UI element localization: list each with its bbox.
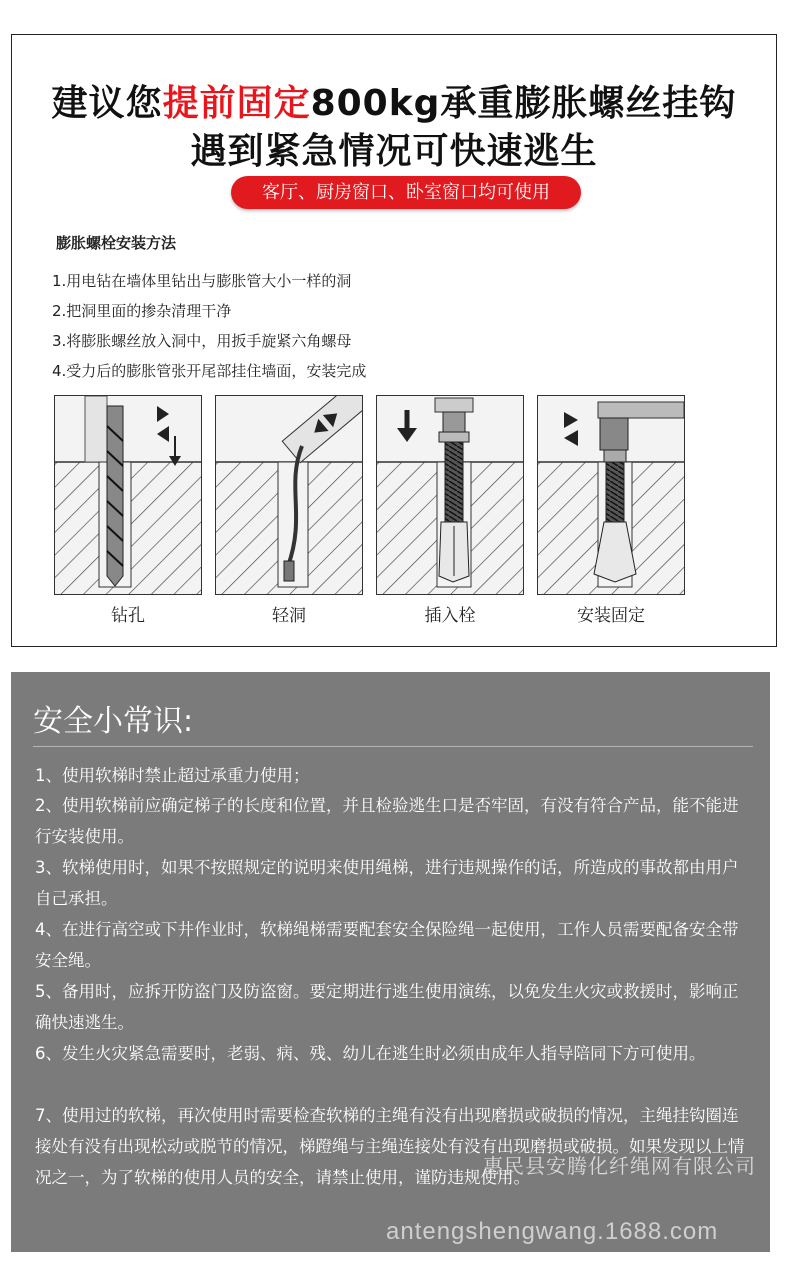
- safety-section: [11, 672, 770, 1252]
- panel-caption: 轻洞: [272, 606, 306, 626]
- safety-tip: 1、使用软梯时禁止超过承重力使用；: [35, 766, 310, 785]
- safety-tip: 5、备用时，应拆开防盗门及防盗窗。要定期进行逃生使用演练，以免发生火灾或救援时，影响正确快速逃生。: [35, 982, 739, 1032]
- headline-line-1: 建议您提前固定800kg承重膨胀螺丝挂钩: [51, 83, 737, 124]
- safety-tip: 4、在进行高空或下井作业时，软梯绳梯需要配套安全保险绳一起使用，工作人员需要配备安全带安全绳。: [35, 920, 739, 970]
- installation-card: [11, 34, 777, 647]
- divider: [33, 746, 753, 747]
- safety-tip: 6、发生火灾紧急需要时，老弱、病、残、幼儿在逃生时必须由成年人指导陪同下方可使用。: [35, 1044, 706, 1063]
- fix-bolt-icon: [537, 395, 685, 595]
- usage-badge: 客厅、厨房窗口、卧室窗口均可使用: [231, 176, 581, 209]
- headline-line-2: 遇到紧急情况可快速逃生: [190, 131, 598, 172]
- method-step: 4.受力后的膨胀管张开尾部挂住墙面，安装完成: [52, 362, 367, 380]
- clean-hole-icon: [215, 395, 363, 595]
- company-watermark: 惠民县安腾化纤绳网有限公司: [483, 1154, 756, 1178]
- method-title: 膨胀螺栓安装方法: [56, 234, 177, 252]
- panel-caption: 安装固定: [577, 606, 645, 626]
- headline-highlight: 提前固定: [162, 83, 311, 124]
- panel-caption: 插入栓: [424, 606, 476, 626]
- method-step: 1.用电钻在墙体里钻出与膨胀管大小一样的洞: [52, 272, 352, 290]
- safety-tip: 3、软梯使用时，如果不按照规定的说明来使用绳梯，进行违规操作的话，所造成的事故都由用户自己承担。: [35, 858, 739, 908]
- method-step: 3.将膨胀螺丝放入洞中，用扳手旋紧六角螺母: [52, 332, 352, 350]
- panel-caption: 钻孔: [111, 606, 145, 626]
- safety-tip: 2、使用软梯前应确定梯子的长度和位置，并且检验逃生口是否牢固，有没有符合产品，能不能进行安装使用。: [35, 796, 739, 846]
- insert-bolt-icon: [376, 395, 524, 595]
- drill-hole-icon: [54, 395, 202, 595]
- method-step: 2.把洞里面的掺杂清理干净: [52, 302, 232, 320]
- url-watermark: antengshengwang.1688.com: [386, 1218, 719, 1245]
- safety-title: 安全小常识:: [33, 704, 194, 739]
- safety-tip: 7、使用过的软梯，再次使用时需要检查软梯的主绳有没有出现磨损或破损的情况，主绳挂钩圈连接处有没有出现松动或脱节的情况，梯蹬绳与主绳连接处有没有出现磨损或破损。如果发现以上情况之一，为了软梯的使用人员的安全，请禁止使用，谨防违规使用。: [35, 1106, 745, 1187]
